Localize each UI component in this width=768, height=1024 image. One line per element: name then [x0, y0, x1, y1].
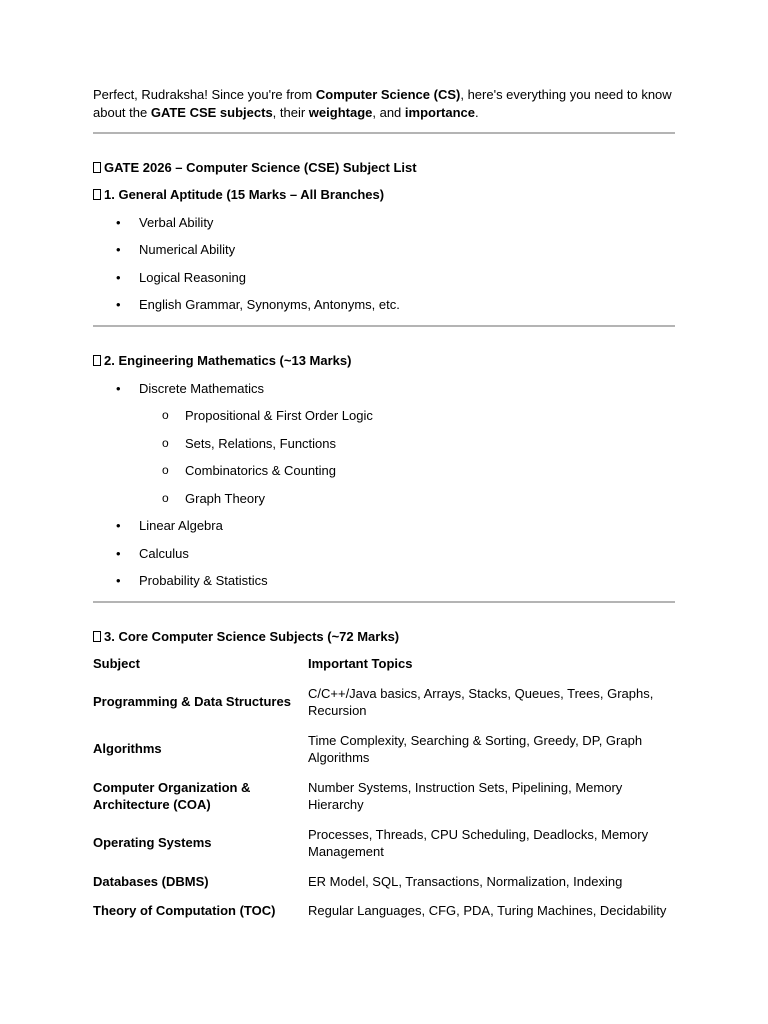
missing-glyph-icon — [93, 631, 101, 642]
table-row — [93, 779, 675, 826]
topics-cell: C/C++/Java basics, Arrays, Stacks, Queues, Trees, Graphs, Recursion — [308, 685, 654, 718]
subject-cell: Computer Organization & Architecture (COA) — [93, 779, 251, 812]
list-item: • English Grammar, Synonyms, Antonyms, etc. — [93, 296, 675, 314]
intro-text: , their — [272, 105, 309, 120]
table-header: Subject — [93, 656, 140, 671]
table-row — [93, 732, 675, 779]
missing-glyph-icon — [93, 162, 101, 173]
intro-bold: Computer Science (CS) — [315, 87, 461, 102]
intro-text: , and — [372, 105, 405, 120]
aptitude-list — [93, 214, 675, 315]
list-item: • Verbal Ability — [93, 214, 675, 232]
list-item — [93, 380, 675, 508]
topics-cell: ER Model, SQL, Transactions, Normalization, Indexing — [308, 873, 623, 889]
topics-cell: Number Systems, Instruction Sets, Pipelining, Memory Hierarchy — [308, 779, 623, 812]
sub-list-item: o Combinatorics & Counting — [93, 462, 675, 480]
subject-cell: Programming & Data Structures — [93, 694, 291, 710]
document-title-text: GATE 2026 – Computer Science (CSE) Subject List — [104, 160, 417, 175]
subject-cell: Operating Systems — [93, 835, 212, 851]
mathematics-list — [93, 380, 675, 591]
topics-cell: Regular Languages, CFG, PDA, Turing Machines, Decidability — [308, 903, 667, 918]
intro-text: , here's everything you need to know about the — [93, 87, 672, 120]
topics-cell: Processes, Threads, CPU Scheduling, Deadlocks, Memory Management — [308, 826, 649, 859]
table-header: Important Topics — [308, 656, 413, 671]
list-item: • Numerical Ability — [93, 241, 675, 259]
list-item: • Probability & Statistics — [93, 572, 675, 590]
topics-cell: Time Complexity, Searching & Sorting, Greedy, DP, Graph Algorithms — [308, 732, 643, 765]
missing-glyph-icon — [93, 355, 101, 366]
section-heading-text: 1. General Aptitude (15 Marks – All Branches) — [104, 187, 385, 202]
intro-text: Perfect, Rudraksha! Since you're from — [93, 87, 316, 102]
section-heading — [93, 628, 675, 646]
divider — [93, 325, 675, 327]
intro-bold: importance — [404, 105, 475, 120]
intro-text: . — [474, 105, 479, 120]
document-content — [93, 86, 675, 932]
subject-cell: Databases (DBMS) — [93, 873, 209, 889]
missing-glyph-icon — [93, 189, 101, 200]
table-header-row — [93, 655, 675, 685]
intro-bold: weightage — [308, 105, 373, 120]
subject-cell: Theory of Computation (TOC) — [93, 903, 276, 918]
intro-paragraph — [93, 86, 675, 122]
table-row — [93, 873, 675, 903]
sub-list-item: o Propositional & First Order Logic — [93, 407, 675, 425]
divider — [93, 132, 675, 134]
subjects-table — [93, 655, 675, 932]
list-item: • Logical Reasoning — [93, 269, 675, 287]
sub-list-item: o Sets, Relations, Functions — [93, 435, 675, 453]
divider — [93, 601, 675, 603]
list-item: • Linear Algebra — [93, 517, 675, 535]
table-row — [93, 826, 675, 873]
section-heading-text: 2. Engineering Mathematics (~13 Marks) — [104, 353, 352, 368]
list-item: • Calculus — [93, 545, 675, 563]
list-item-text: Discrete Mathematics — [139, 380, 264, 396]
section-heading — [93, 352, 675, 370]
sub-list — [139, 407, 675, 508]
table-row — [93, 685, 675, 732]
subject-cell: Algorithms — [93, 741, 162, 757]
document-title — [93, 159, 675, 177]
section-heading — [93, 186, 675, 204]
sub-list-item: o Graph Theory — [93, 490, 675, 508]
intro-bold: GATE CSE subjects — [150, 105, 273, 120]
section-heading-text: 3. Core Computer Science Subjects (~72 Marks) — [104, 629, 400, 644]
table-row — [93, 902, 675, 932]
